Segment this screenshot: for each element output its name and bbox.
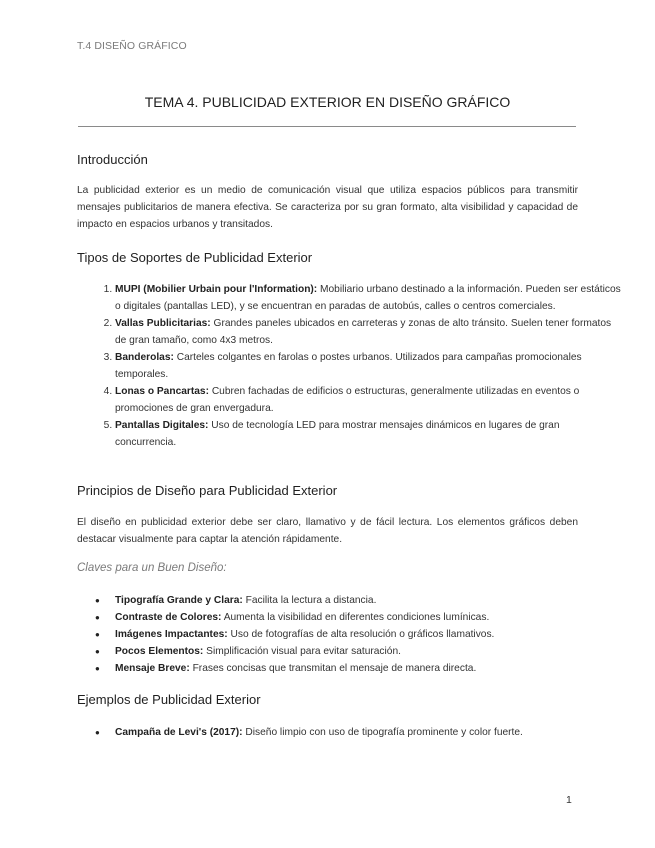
page-number: 1 [566,794,572,806]
list-item [115,417,621,451]
list-item-text: Aumenta la visibilidad en diferentes condiciones lumínicas. [221,612,490,623]
list-item [115,609,621,626]
title-divider [78,126,576,127]
intro-paragraph: La publicidad exterior es un medio de comunicación visual que utiliza espacios públicos para transmitir mensajes publicitarios de manera efectiva. Se caracteriza por su gran formato, alta visibilidad y capacidad de impacto en espacios urbanos y transitados. [77,185,578,230]
list-item [115,643,621,660]
list-item-term: Imágenes Impactantes: [115,629,228,640]
list-item-text: Grandes paneles ubicados en carreteras y zonas de alto tránsito. Suelen tener formatos de gran tamaño, como 4x3 metros. [115,318,612,346]
list-item-term: Tipografía Grande y Clara: [115,595,243,606]
list-item-term: Mensaje Breve: [115,663,190,674]
soportes-list [77,281,621,451]
section-heading-principios: Principios de Diseño para Publicidad Exterior [77,483,338,498]
list-item [115,383,621,417]
section-heading-ejemplos: Ejemplos de Publicidad Exterior [77,692,261,707]
list-item [115,592,621,609]
section-heading-intro: Introducción [77,152,148,167]
list-item [115,724,621,741]
list-item-term: Lonas o Pancartas: [115,386,209,397]
list-item [115,281,621,315]
subheading-claves: Claves para un Buen Diseño: [77,562,227,574]
list-item-text: Diseño limpio con uso de tipografía prominente y color fuerte. [242,727,523,738]
list-item-text: Cubren fachadas de edificios o estructuras, generalmente utilizadas en eventos o promociones de gran envergadura. [115,386,580,414]
section-heading-soportes: Tipos de Soportes de Publicidad Exterior [77,250,313,265]
list-item-text: Carteles colgantes en farolas o postes urbanos. Utilizados para campañas promocionales temporales. [115,352,582,380]
list-item-term: Banderolas: [115,352,174,363]
ejemplos-list [77,724,621,741]
list-item-term: Vallas Publicitarias: [115,318,211,329]
list-item-text: Facilita la lectura a distancia. [242,595,377,606]
list-item [115,315,621,349]
list-item-text: Simplificación visual para evitar saturación. [203,646,401,657]
list-item-text: Frases concisas que transmitan el mensaje de manera directa. [189,663,477,674]
list-item-term: Contraste de Colores: [115,612,222,623]
list-item-term: Campaña de Levi's (2017): [115,727,243,738]
running-header: T.4 DISEÑO GRÁFICO [77,40,187,52]
list-item [115,626,621,643]
principios-paragraph: El diseño en publicidad exterior debe ser claro, llamativo y de fácil lectura. Los elementos gráficos deben destacar visualmente para captar la atención rápidamente. [77,517,578,545]
list-item [115,349,621,383]
list-item-text: Uso de fotografías de alta resolución o gráficos llamativos. [227,629,495,640]
list-item-term: Pocos Elementos: [115,646,204,657]
list-item-term: Pantallas Digitales: [115,420,209,431]
list-item-text: Mobiliario urbano destinado a la información. Pueden ser estáticos o digitales (pantallas LED), y se encuentran en paradas de autobús, calles o centros comerciales. [115,284,621,312]
list-item [115,660,621,677]
list-item-term: MUPI (Mobilier Urbain pour l'Information): [115,284,318,295]
list-item-text: Uso de tecnología LED para mostrar mensajes dinámicos en lugares de gran concurrencia. [115,420,560,448]
document-title: TEMA 4. PUBLICIDAD EXTERIOR EN DISEÑO GRÁFICO [144,94,511,110]
claves-list [77,592,621,677]
